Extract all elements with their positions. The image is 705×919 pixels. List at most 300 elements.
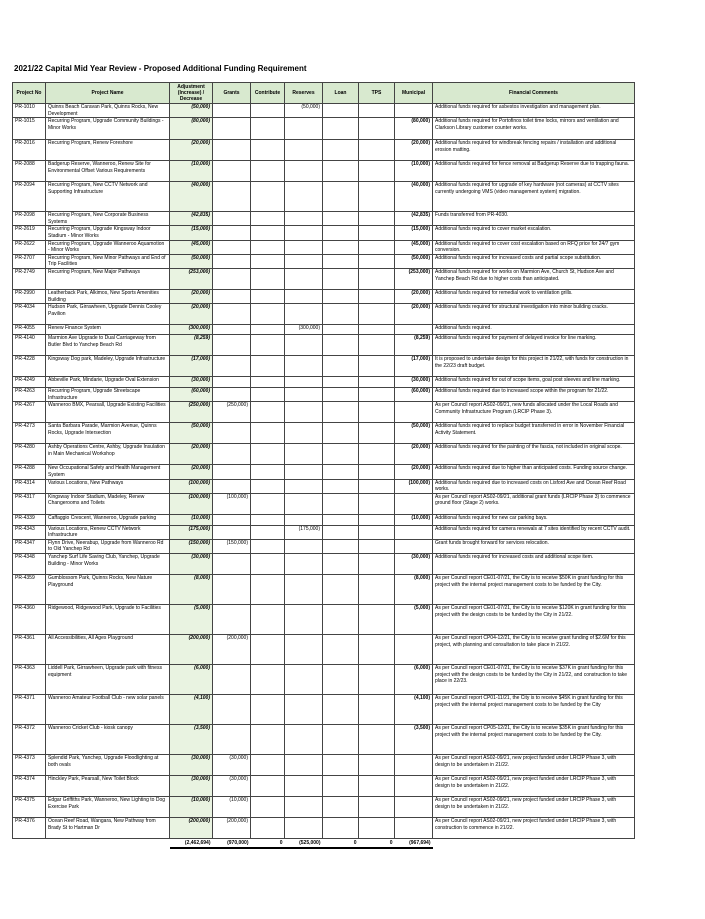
table-row <box>13 325 635 335</box>
cell-municipal <box>395 402 433 423</box>
cell-loan <box>323 554 359 575</box>
cell-reserves <box>285 226 323 240</box>
cell-adj: (300,000) <box>170 325 213 335</box>
cell-municipal <box>395 635 433 665</box>
cell-comment: Additional funds required for asbestos investigation and management plan. <box>433 104 635 118</box>
cell-tps <box>359 444 395 465</box>
cell-reserves <box>285 539 323 553</box>
cell-no: PR-2094 <box>13 182 46 212</box>
cell-comment: Additional funds required for payment of delayed invoice for line marking. <box>433 335 635 356</box>
cell-reserves: (175,000) <box>285 525 323 539</box>
cell-contrib <box>251 423 285 444</box>
column-header: Grants <box>213 83 251 104</box>
cell-comment: Additional funds required due to higher than anticipated costs. Funding source change. <box>433 465 635 479</box>
table-row <box>13 665 635 695</box>
table-row <box>13 444 635 465</box>
cell-loan <box>323 356 359 377</box>
cell-name: Wanneroo Cricket Club - kiosk canopy <box>46 725 170 755</box>
total-spacer <box>13 839 46 849</box>
column-header: Project No <box>13 83 46 104</box>
cell-comment: Additional funds required for Portofinos toilet time locks, mirrors and ventilation and Clarkson Library customer counter works. <box>433 118 635 140</box>
column-header: Financial Comments <box>433 83 635 104</box>
cell-tps <box>359 118 395 140</box>
table-row <box>13 554 635 575</box>
funding-table <box>12 82 635 849</box>
cell-no: PR-4140 <box>13 335 46 356</box>
cell-contrib <box>251 268 285 289</box>
cell-loan <box>323 818 359 839</box>
cell-contrib <box>251 695 285 725</box>
cell-no: PR-4360 <box>13 605 46 635</box>
cell-name: Santa Barbara Parade, Marmion Avenue, Quinns Rocks, Upgrade Intersection <box>46 423 170 444</box>
cell-contrib <box>251 725 285 755</box>
table-row <box>13 289 635 303</box>
cell-loan <box>323 797 359 818</box>
cell-tps <box>359 539 395 553</box>
cell-adj: (60,000) <box>170 388 213 402</box>
cell-contrib <box>251 493 285 514</box>
cell-no: PR-4228 <box>13 356 46 377</box>
cell-comment: As per Council report AS02-09/21, additional grant funds (LRCIP Phase 3) to commence ground floor (Stage 2) works. <box>433 493 635 514</box>
cell-adj: (100,000) <box>170 493 213 514</box>
cell-municipal: (40,000) <box>395 182 433 212</box>
cell-tps <box>359 605 395 635</box>
cell-contrib <box>251 479 285 493</box>
cell-loan <box>323 268 359 289</box>
cell-adj: (200,000) <box>170 635 213 665</box>
cell-comment: Additional funds required for works on Marmion Ave, Church St, Hudson Ave and Yanchep Beach Rd due to higher costs than anticipated. <box>433 268 635 289</box>
table-row <box>13 268 635 289</box>
cell-tps <box>359 240 395 254</box>
cell-no: PR-4288 <box>13 465 46 479</box>
cell-municipal: (17,000) <box>395 356 433 377</box>
cell-adj: (15,000) <box>170 226 213 240</box>
cell-no: PR-4249 <box>13 377 46 388</box>
cell-no: PR-4280 <box>13 444 46 465</box>
cell-loan <box>323 212 359 226</box>
cell-name: Recurring Program, New Minor Pathways and End of Trip Facilities <box>46 254 170 268</box>
cell-adj: (40,000) <box>170 182 213 212</box>
cell-grants <box>213 182 251 212</box>
cell-contrib <box>251 797 285 818</box>
cell-loan <box>323 325 359 335</box>
cell-grants <box>213 695 251 725</box>
cell-reserves: (50,000) <box>285 104 323 118</box>
cell-contrib <box>251 402 285 423</box>
cell-comment: As per Council report AS02-09/21, new funds allocated under the Local Roads and Community Infrastructure Program (LRCIP Phase 3). <box>433 402 635 423</box>
cell-grants: (150,000) <box>213 539 251 553</box>
cell-municipal: (10,000) <box>395 514 433 525</box>
cell-contrib <box>251 304 285 325</box>
cell-comment: As per Council report CE01-07/21, the City is to receive $37K in grant funding for this project with the design costs to be funded by the City in 21/22, and construction to take place in 22/23. <box>433 665 635 695</box>
cell-grants: (10,000) <box>213 797 251 818</box>
cell-municipal: (20,000) <box>395 444 433 465</box>
cell-municipal <box>395 493 433 514</box>
table-row <box>13 140 635 161</box>
cell-tps <box>359 356 395 377</box>
cell-name: Kingsway Dog park, Madeley, Upgrade Infrastructure <box>46 356 170 377</box>
cell-municipal: (30,000) <box>395 377 433 388</box>
cell-adj: (175,000) <box>170 525 213 539</box>
cell-no: PR-4371 <box>13 695 46 725</box>
cell-no: PR-4055 <box>13 325 46 335</box>
cell-adj: (20,000) <box>170 444 213 465</box>
totals-row <box>13 839 635 849</box>
cell-grants: (30,000) <box>213 755 251 776</box>
cell-loan <box>323 240 359 254</box>
cell-reserves <box>285 161 323 182</box>
cell-adj: (6,000) <box>170 665 213 695</box>
cell-contrib <box>251 514 285 525</box>
cell-comment: Additional funds required for windbreak fencing repairs / installation and additional erosion matting. <box>433 140 635 161</box>
table-row <box>13 356 635 377</box>
cell-name: Flynn Drive, Neerabup, Upgrade from Wanneroo Rd to Old Yanchep Rd <box>46 539 170 553</box>
cell-no: PR-4363 <box>13 665 46 695</box>
cell-loan <box>323 254 359 268</box>
table-row <box>13 514 635 525</box>
column-header: TPS <box>359 83 395 104</box>
cell-tps <box>359 104 395 118</box>
cell-grants: (200,000) <box>213 818 251 839</box>
cell-adj: (200,000) <box>170 818 213 839</box>
cell-comment: Additional funds required for the painting of the fascia, not included in original scope. <box>433 444 635 465</box>
cell-name: Badgerup Reserve, Wanneroo, Renew Site for Environmental Offset Various Requirements <box>46 161 170 182</box>
cell-no: PR-1015 <box>13 118 46 140</box>
cell-no: PR-4372 <box>13 725 46 755</box>
cell-reserves <box>285 479 323 493</box>
cell-loan <box>323 539 359 553</box>
cell-comment: Additional funds required to replace budget transferred in error in November Financial Activity Statement. <box>433 423 635 444</box>
cell-contrib <box>251 182 285 212</box>
cell-reserves <box>285 493 323 514</box>
cell-reserves <box>285 818 323 839</box>
cell-grants <box>213 335 251 356</box>
cell-grants <box>213 514 251 525</box>
cell-grants <box>213 479 251 493</box>
cell-name: Wanneroo Amateur Football Club - new solar panels <box>46 695 170 725</box>
cell-adj: (50,000) <box>170 104 213 118</box>
cell-grants: (100,000) <box>213 493 251 514</box>
column-header: Municipal <box>395 83 433 104</box>
cell-municipal: (80,000) <box>395 118 433 140</box>
cell-tps <box>359 665 395 695</box>
cell-municipal <box>395 755 433 776</box>
cell-comment: Additional funds required due to increased scope within the program for 21/22. <box>433 388 635 402</box>
cell-no: PR-4373 <box>13 755 46 776</box>
cell-name: Hudson Park, Girrawheen, Upgrade Dennis Cooley Pavilion <box>46 304 170 325</box>
cell-loan <box>323 226 359 240</box>
cell-name: Caffaggio Crescent, Wanneroo, Upgrade parking <box>46 514 170 525</box>
cell-municipal: (20,000) <box>395 289 433 303</box>
total-grants: (970,000) <box>213 839 251 849</box>
cell-contrib <box>251 605 285 635</box>
cell-comment: Additional funds required for upgrade of key hardware (not cameras) at CCTV sites currently undergoing VMS (video management system) migration. <box>433 182 635 212</box>
cell-tps <box>359 335 395 356</box>
cell-comment: Additional funds required to cover market escalation. <box>433 226 635 240</box>
table-row <box>13 304 635 325</box>
cell-reserves <box>285 240 323 254</box>
cell-reserves <box>285 665 323 695</box>
cell-contrib <box>251 335 285 356</box>
cell-comment: Additional funds required for structural investigation into minor building cracks. <box>433 304 635 325</box>
cell-reserves <box>285 725 323 755</box>
cell-no: PR-4314 <box>13 479 46 493</box>
cell-name: Various Locations, New Pathways <box>46 479 170 493</box>
cell-grants <box>213 104 251 118</box>
cell-comment: Additional funds required to cover cost escalation based on RFQ price for 24/7 gym conversion. <box>433 240 635 254</box>
table-row <box>13 797 635 818</box>
cell-name: Renew Finance System <box>46 325 170 335</box>
cell-tps <box>359 212 395 226</box>
cell-loan <box>323 388 359 402</box>
cell-municipal: (8,259) <box>395 335 433 356</box>
cell-tps <box>359 325 395 335</box>
cell-grants <box>213 423 251 444</box>
cell-no: PR-2016 <box>13 140 46 161</box>
cell-name: All Accessibilities, All Ages Playground <box>46 635 170 665</box>
cell-municipal: (20,000) <box>395 140 433 161</box>
cell-name: Abbeville Park, Mindarie, Upgrade Oval Extension <box>46 377 170 388</box>
cell-no: PR-4343 <box>13 525 46 539</box>
cell-comment: As per Council report AS02-09/21, new project funded under LRCIP Phase 3, with design to be undertaken in 21/22. <box>433 776 635 797</box>
cell-grants: (250,000) <box>213 402 251 423</box>
cell-grants <box>213 140 251 161</box>
cell-municipal: (20,000) <box>395 304 433 325</box>
cell-adj: (30,000) <box>170 755 213 776</box>
cell-contrib <box>251 444 285 465</box>
table-row <box>13 635 635 665</box>
cell-name: Ridgewood, Ridgewood Park, Upgrade to Facilities <box>46 605 170 635</box>
cell-no: PR-2707 <box>13 254 46 268</box>
cell-adj: (250,000) <box>170 402 213 423</box>
cell-tps <box>359 161 395 182</box>
cell-grants <box>213 665 251 695</box>
cell-adj: (42,835) <box>170 212 213 226</box>
table-row <box>13 479 635 493</box>
cell-name: Recurring Program, Renew Foreshore <box>46 140 170 161</box>
cell-contrib <box>251 388 285 402</box>
table-row <box>13 212 635 226</box>
table-row <box>13 525 635 539</box>
cell-reserves <box>285 377 323 388</box>
cell-adj: (4,100) <box>170 695 213 725</box>
cell-adj: (50,000) <box>170 423 213 444</box>
cell-comment: Additional funds required for remedial work to ventilation grills. <box>433 289 635 303</box>
cell-adj: (20,000) <box>170 140 213 161</box>
cell-contrib <box>251 356 285 377</box>
table-row <box>13 575 635 605</box>
cell-loan <box>323 104 359 118</box>
cell-reserves <box>285 254 323 268</box>
cell-name: Recurring Program, New CCTV Network and Supporting Infrastructure <box>46 182 170 212</box>
cell-comment: Grant funds brought forward for services relocation. <box>433 539 635 553</box>
cell-adj: (20,000) <box>170 289 213 303</box>
cell-name: Yanchep Surf Life Saving Club, Yanchep, Upgrade Building - Minor Works <box>46 554 170 575</box>
cell-adj: (20,000) <box>170 465 213 479</box>
cell-no: PR-2622 <box>13 240 46 254</box>
total-reserves: (525,000) <box>285 839 323 849</box>
cell-adj: (3,500) <box>170 725 213 755</box>
cell-municipal: (6,000) <box>395 665 433 695</box>
total-contrib: 0 <box>251 839 285 849</box>
cell-contrib <box>251 104 285 118</box>
table-row <box>13 254 635 268</box>
cell-contrib <box>251 212 285 226</box>
cell-tps <box>359 465 395 479</box>
cell-name: Kingsway Indoor Stadium, Madeley, Renew Changerooms and Toilets <box>46 493 170 514</box>
cell-reserves <box>285 212 323 226</box>
table-body <box>13 104 635 849</box>
cell-municipal: (60,000) <box>395 388 433 402</box>
cell-municipal: (10,000) <box>395 161 433 182</box>
cell-name: Wanneroo BMX, Pearsall, Upgrade Existing Facilities <box>46 402 170 423</box>
cell-municipal: (100,000) <box>395 479 433 493</box>
cell-reserves <box>285 776 323 797</box>
cell-grants <box>213 465 251 479</box>
table-row <box>13 226 635 240</box>
cell-name: Marmion Ave Upgrade to Dual Carriageway from Butler Blvd to Yanchep Beach Rd <box>46 335 170 356</box>
cell-comment: As per Council report AS02-09/21, new project funded under LRCIP Phase 3, with design to be undertaken in 21/22. <box>433 755 635 776</box>
column-header: Contribute <box>251 83 285 104</box>
cell-adj: (10,000) <box>170 514 213 525</box>
cell-loan <box>323 289 359 303</box>
cell-no: PR-4347 <box>13 539 46 553</box>
cell-no: PR-1010 <box>13 104 46 118</box>
cell-loan <box>323 423 359 444</box>
cell-contrib <box>251 525 285 539</box>
cell-no: PR-4361 <box>13 635 46 665</box>
cell-tps <box>359 479 395 493</box>
cell-grants <box>213 605 251 635</box>
total-spacer <box>433 839 635 849</box>
table-row <box>13 695 635 725</box>
cell-grants <box>213 118 251 140</box>
cell-reserves <box>285 575 323 605</box>
cell-contrib <box>251 161 285 182</box>
cell-reserves <box>285 118 323 140</box>
cell-grants <box>213 268 251 289</box>
cell-grants: (30,000) <box>213 776 251 797</box>
cell-no: PR-4375 <box>13 797 46 818</box>
cell-contrib <box>251 140 285 161</box>
cell-reserves <box>285 605 323 635</box>
cell-contrib <box>251 539 285 553</box>
table-row <box>13 182 635 212</box>
total-loan: 0 <box>323 839 359 849</box>
cell-contrib <box>251 554 285 575</box>
cell-reserves <box>285 335 323 356</box>
cell-adj: (253,000) <box>170 268 213 289</box>
table-row <box>13 465 635 479</box>
cell-adj: (8,000) <box>170 575 213 605</box>
cell-municipal <box>395 797 433 818</box>
cell-reserves <box>285 304 323 325</box>
cell-reserves <box>285 402 323 423</box>
cell-reserves <box>285 797 323 818</box>
cell-reserves <box>285 755 323 776</box>
cell-grants <box>213 388 251 402</box>
cell-comment: As per Council report CP04-12/21, the City is to receive grant funding of $2.6M for this project, with planning and consultation to take place in 21/22. <box>433 635 635 665</box>
cell-contrib <box>251 818 285 839</box>
cell-loan <box>323 377 359 388</box>
cell-grants: (200,000) <box>213 635 251 665</box>
cell-tps <box>359 268 395 289</box>
cell-reserves <box>285 268 323 289</box>
cell-comment: As per Council report CE01-07/21, the City is to receive $50K in grant funding for this project with the internal project management costs to be funded by the City. <box>433 575 635 605</box>
cell-municipal: (15,000) <box>395 226 433 240</box>
cell-no: PR-4348 <box>13 554 46 575</box>
cell-municipal: (30,000) <box>395 554 433 575</box>
cell-contrib <box>251 254 285 268</box>
total-municipal: (967,694) <box>395 839 433 849</box>
cell-name: Leatherback Park, Alkimos, New Sports Amenities Building <box>46 289 170 303</box>
cell-tps <box>359 525 395 539</box>
table-row <box>13 388 635 402</box>
cell-reserves <box>285 465 323 479</box>
cell-name: Recurring Program, New Corporate Business Systems <box>46 212 170 226</box>
cell-municipal <box>395 104 433 118</box>
cell-grants <box>213 226 251 240</box>
cell-no: PR-2098 <box>13 212 46 226</box>
cell-comment: Funds transferred from PR-4030. <box>433 212 635 226</box>
cell-comment: As per Council report CE01-07/21, the City is to receive $120K in grant funding for this project with the design costs to be funded by the City in 21/22. <box>433 605 635 635</box>
cell-contrib <box>251 240 285 254</box>
cell-reserves <box>285 635 323 665</box>
cell-name: Recurring Program, Upgrade Streetscape Infrastructure <box>46 388 170 402</box>
cell-loan <box>323 304 359 325</box>
cell-no: PR-2619 <box>13 226 46 240</box>
cell-comment: Additional funds required for camera renewals at 7 sites identified by recent CCTV audit. <box>433 525 635 539</box>
cell-tps <box>359 304 395 325</box>
cell-grants <box>213 725 251 755</box>
cell-grants <box>213 240 251 254</box>
cell-loan <box>323 161 359 182</box>
cell-comment: Additional funds required for fence removal at Badgerup Reserve due to trapping fauna. <box>433 161 635 182</box>
cell-tps <box>359 289 395 303</box>
cell-name: Quinns Beach Caravan Park, Quinns Rocks, New Development <box>46 104 170 118</box>
cell-contrib <box>251 289 285 303</box>
table-row <box>13 493 635 514</box>
cell-tps <box>359 226 395 240</box>
cell-loan <box>323 755 359 776</box>
cell-municipal: (8,000) <box>395 575 433 605</box>
cell-name: Splendid Park, Yanchep, Upgrade Floodlighting at both ovals <box>46 755 170 776</box>
cell-contrib <box>251 665 285 695</box>
cell-loan <box>323 776 359 797</box>
cell-reserves <box>285 695 323 725</box>
cell-reserves <box>285 444 323 465</box>
column-header: Project Name <box>46 83 170 104</box>
cell-tps <box>359 797 395 818</box>
cell-loan <box>323 605 359 635</box>
cell-reserves <box>285 289 323 303</box>
table-row <box>13 539 635 553</box>
cell-grants <box>213 325 251 335</box>
cell-municipal: (20,000) <box>395 465 433 479</box>
cell-reserves <box>285 140 323 161</box>
cell-loan <box>323 479 359 493</box>
cell-grants <box>213 356 251 377</box>
cell-loan <box>323 465 359 479</box>
cell-contrib <box>251 377 285 388</box>
cell-tps <box>359 402 395 423</box>
cell-loan <box>323 335 359 356</box>
cell-no: PR-4359 <box>13 575 46 605</box>
cell-tps <box>359 695 395 725</box>
table-header-row <box>13 83 635 104</box>
cell-municipal: (50,000) <box>395 254 433 268</box>
cell-comment: Additional funds required for increased costs and partial scope substitution. <box>433 254 635 268</box>
